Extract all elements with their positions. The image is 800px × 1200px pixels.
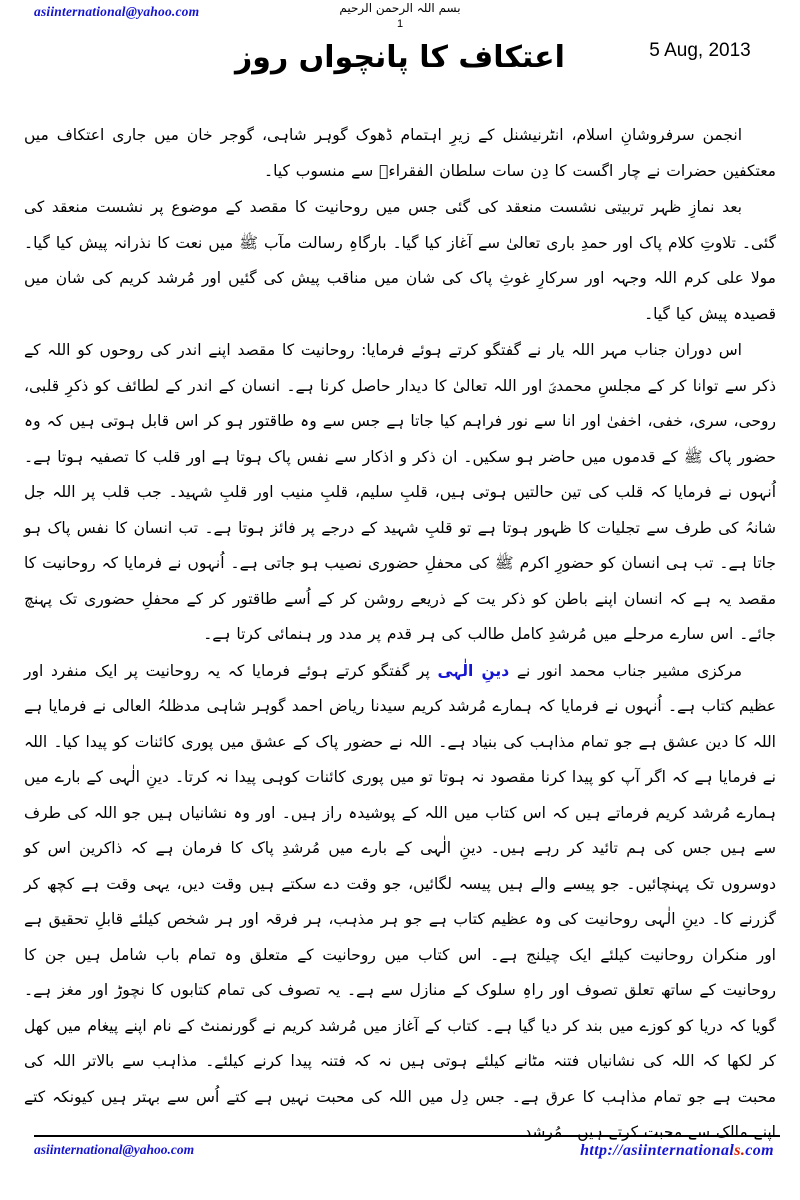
page-title: اعتکاف کا پانچواں روز (235, 40, 565, 75)
paragraph-1: انجمن سرفروشانِ اسلام، انٹرنیشنل کے زیرِ اہتمام ڈھوک گوہر شاہی، گوجر خان میں جاری اعتکاف میں معتکفین حضرات نے چار اگست کا دِن سات سلطان الفقراءؑ سے منسوب کیا۔ (24, 126, 776, 180)
url-dot: . (740, 1142, 746, 1159)
paragraph-text-run: پر گفتگو کرتے ہوئے فرمایا کہ یہ روحانیت پر ایک منفرد اور عظیم کتاب ہے۔ اُنہوں نے فرمایا کہ ہمارے مُرشد کریم سیدنا ریاض احمد گوہر شاہی مدظلہُ العالی نے فرمایا ہے اللہ کا دین عشق ہے جو تمام مذاہب کی بنیاد ہے۔ اللہ نے حضور پاک کے عشق میں پوری کائنات کو پیدا کیا۔ اللہ نے فرمایا ہے کہ اگر آپ کو پیدا کرنا مقصود نہ ہوتا تو میں پوری کائنات کوہی پیدا نہ کرتا۔ دینِ الٰہی کے بارے میں ہمارے مُرشد کریم فرماتے ہیں کہ اس کتاب میں اللہ کے پوشیدہ راز ہیں۔ اور وہ نشانیاں ہیں جو اللہ کی طرف سے ہیں جس کی ہم تائید کر رہے ہیں۔ دینِ الٰہی کے بارے میں مُرشدِ پاک کا فرمان ہے کہ ذاکرین اس کو دوسروں تک پہنچائیں۔ جو پیسے والے ہیں پیسہ لگائیں، جو وقت دے سکتے ہیں وقت دیں، یہی وقت ہے کچھ کر گزرنے کا۔ دینِ الٰہی روحانیت کی وہ عظیم کتاب ہے جو ہر مذہب، ہر فرقہ اور ہر شخص کیلئے قابلِ تحقیق ہے اور منکران روحانیت کیلئے ایک چیلنج ہے۔ اس کتاب میں روحانیت کے متعلق وہ تمام باب شامل ہیں جن کا روحانیت کے ساتھ تعلق تصوف اور راہِ سلوک کے منازل سے ہے۔ یہ تصوف کی تمام کتابوں کا نچوڑ اور مغز ہے۔ گویا کہ دریا کو کوزے میں بند کر دیا گیا ہے۔ کتاب کے آغاز میں مُرشد کریم نے گورنمنٹ کے نام اپنے پیغام میں کھل کر لکھا کہ اللہ کی نشانیاں فتنہ مٹانے کیلئے ہوتی ہیں نہ کہ فتنہ پیدا کرنے کیلئے۔ مذاہب سے بالاتر اللہ کی محبت ہے جو تمام مذاہب کا عرق ہے۔ جس دِل میں اللہ کی محبت نہیں ہے کتے اُس سے بہتر ہیں کیونکہ کتے اپنے مالک سے محبت کرتے ہیں۔ مُرشد (24, 661, 776, 1141)
bismillah-text: بسم اللہ الرحمن الرحیم (339, 1, 461, 15)
footer-website-url[interactable] (580, 1142, 774, 1160)
document-date: 5 Aug, 2013 (649, 40, 751, 61)
highlighted-term-deen-e-ilahi: دینِ الٰہی (437, 661, 510, 680)
url-tld: com (745, 1142, 774, 1159)
footer-row (34, 1142, 780, 1160)
url-prefix: http://asiinternational (580, 1142, 735, 1159)
footer-email-address[interactable]: asiinternational@yahoo.com (34, 1142, 195, 1157)
header-email-address[interactable]: asiinternational@yahoo.com (34, 4, 200, 19)
url-accent-letter: s (734, 1142, 741, 1159)
paragraph-text-run: مرکزی مشیر جناب محمد انور نے (509, 661, 742, 680)
paragraph-3: اس دوران جناب مہر اللہ یار نے گفتگو کرتے ہوئے فرمایا: روحانیت کا مقصد اپنے اندر کی روحوں کو اللہ کے ذکر سے توانا کر کے مجلسِ محمدیؐ اور اللہ تعالیٰ کا دیدار حاصل کرنا ہے۔ انسان کے اندر کے لطائف کو ذکرِ قلبی، روحی، سری، خفی، اخفیٰ اور انا سے نور فراہم کیا جاتا ہے جس سے وہ طاقتور ہو کر اس قابل ہوتی ہیں کہ وہ حضور پاک ﷺ کے قدموں میں حاضر ہو سکیں۔ ان ذکر و اذکار سے نفس پاک ہوتا ہے اور قلب کا تصفیہ ہوتا ہے۔ اُنہوں نے فرمایا کہ قلب کی تین حالتیں ہوتی ہیں، قلبِ سلیم، قلبِ منیب اور قلبِ شہید۔ جب قلب پر اللہ جل شانہُ کی طرف سے تجلیات کا ظہور ہوتا ہے تو قلبِ شہید کے درجے پر فائز ہوتا ہے۔ تب انسان کا نفس پاک ہو جاتا ہے۔ تب ہی انسان کو حضورِ اکرم ﷺ کی محفلِ حضوری نصیب ہو جاتی ہے۔ اُنہوں نے فرمایا کہ روحانیت کا مقصد یہ ہے کہ انسان اپنے باطن کو ذکر یت کے ذریعے روشن کر کے اُسے طاقتور کر کے محفلِ حضوری تک پہنچ جائے۔ اس سارے مرحلے میں مُرشدِ کامل طالب کی ہر قدم پر مدد ور ہنمائی کرتا ہے۔ (24, 341, 776, 643)
page-footer (34, 1135, 780, 1172)
paragraph-2: بعد نمازِ ظہر تربیتی نشست منعقد کی گئی جس میں روحانیت کا مقصد کے موضوع پر نشست منعقد کی گئی۔ تلاوتِ کلام پاک اور حمدِ باری تعالیٰ سے آغاز کیا گیا۔ بارگاہِ رسالت مآب ﷺ میں نعت کا نذرانہ پیش کیا گیا۔ مولا علی کرم اللہ وجہہ اور سرکارِ غوثِ پاک کی شان میں مناقب پیش کی گئیں اور مُرشد کریم کی شان میں قصیدہ پیش کیا گیا۔ (24, 198, 776, 323)
page-number: 1 (396, 18, 404, 30)
paragraph-4 (24, 654, 776, 1151)
page-header (0, 0, 800, 112)
document-body (24, 118, 776, 1152)
